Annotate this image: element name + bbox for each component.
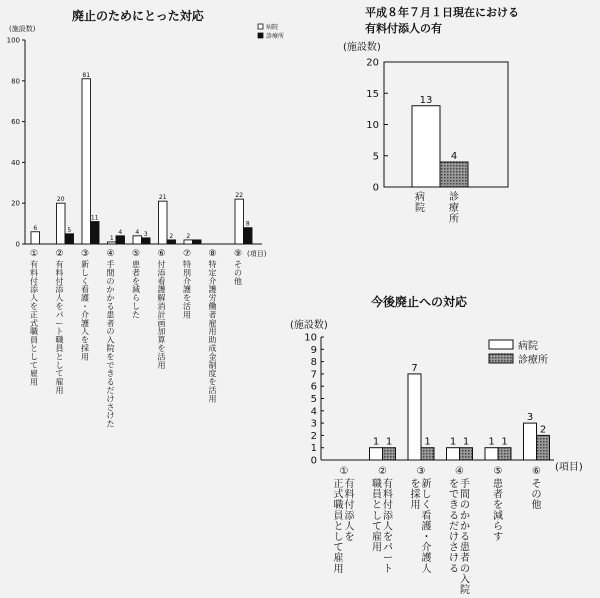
chart2-bar-clinic [440,162,468,187]
chart3-data-label: 2 [539,424,547,436]
chart3-data-label: 3 [526,412,534,424]
chart3-bar-hospital [447,448,460,460]
chart1-category-label: 有料付添人をパート職員として雇用 [55,260,64,395]
chart1-bar-clinic [91,222,100,244]
chart1-y-tick-label: 40 [11,158,20,167]
chart3-bar-hospital [408,374,421,460]
chart3-bar-hospital [370,448,383,460]
chart1-bar-hospital [108,242,117,244]
chart1-data-label: 1 [109,234,114,242]
chart3-category-label: 新しく看護・介護人 [421,479,432,575]
chart3-y-tick-label: 8 [310,357,317,369]
chart3-y-tick-label: 5 [310,394,317,405]
chart1-data-label: 8 [245,220,250,228]
chart1-bar-clinic [142,238,151,244]
chart1-xlabel: (項目) [247,250,267,258]
chart1-data-label: 21 [158,194,167,202]
chart3-bar-clinic [421,448,434,460]
chart1-data-label: 11 [90,214,99,222]
chart3-category-label: 有料付添人を [344,479,355,543]
chart1-title: 廃止のためにとった対応 [72,9,204,23]
chart1-legend-label: 診療所 [266,33,285,40]
chart1-category-label: 患者を減らした [132,260,140,320]
chart2-category-label: 診療所 [449,192,459,225]
chart1-bar-clinic [65,234,74,244]
chart1-category-number: ⑥ [157,249,166,259]
chart3-category-label: 手間のかかる患者の入院 [460,479,470,594]
chart1-category-label: 特別介護を活用 [183,260,191,320]
chart3-title: 今後廃止への対応 [371,295,468,309]
chart3-xlabel: (項目) [555,462,583,473]
chart3-data-label: 1 [372,436,380,448]
chart1-category-number: ① [29,249,39,259]
chart1-bar-hospital [57,203,66,244]
chart3-category-number: ③ [416,466,426,477]
chart1-category-label: 付添看護解消計画加算を活用 [157,260,166,370]
chart3-data-label: 1 [501,436,508,448]
chart3-category-label: を採用 [410,479,421,512]
chart3-category-number: ⑤ [493,466,503,477]
chart1-category-label: 特定介護労働者雇用助成金制度を活用 [208,260,217,404]
chart2-data-label: 4 [450,151,458,162]
chart1-category-number: ⑦ [182,249,192,259]
chart3-y-tick-label: 10 [304,332,317,344]
chart1-bar-clinic [244,228,253,244]
chart3-y-tick-label: 0 [310,455,317,467]
chart1-legend-swatch [258,24,263,29]
chart1-data-label: 3 [143,230,148,238]
chart3-category-label: 職員として雇用 [372,479,382,554]
chart1-category-number: ⑤ [131,249,141,259]
chart1-data-label: 5 [67,226,72,234]
chart3-category-label: をできるだけさける [449,479,459,575]
chart3-y-tick-label: 4 [310,406,317,418]
chart1-category-number: ⑧ [208,249,217,259]
chart1-bar-clinic [116,236,125,244]
chart3-bar-hospital [524,423,537,460]
chart1-y-tick-label: 0 [15,240,20,249]
chart1-data-label: 6 [33,224,38,232]
chart1-y-tick-label: 60 [11,118,20,127]
chart1-data-label: 22 [235,192,244,200]
chart3-category-label: 有料付添人をパート [383,479,393,575]
chart2-category-label: 病院 [415,192,425,214]
chart2-title-line2: 有料付添人の有 [365,22,442,35]
chart3-legend-label: 診療所 [518,355,548,366]
chart1-legend-swatch [258,33,263,38]
chart3-y-tick-label: 7 [310,369,317,381]
chart3-legend-swatch [489,340,513,349]
chart3-y-tick-label: 2 [310,430,317,442]
chart1-y-tick-label: 80 [11,77,20,86]
chart1-data-label: 2 [169,232,174,240]
chart3-bar-clinic [460,448,473,460]
chart1-bar-hospital [31,232,40,244]
chart1-category-number: ⑨ [233,249,243,259]
chart2-y-tick-label: 0 [372,182,379,194]
chart3-data-label: 1 [488,436,495,448]
chart3-bar-clinic [383,448,396,460]
chart1-y-tick-label: 100 [6,36,20,45]
chart1-bar-clinic [167,240,176,244]
chart3-y-tick-label: 3 [310,418,317,430]
chart3-data-label: 1 [462,436,470,448]
chart1-bar-hospital [82,79,91,244]
chart3-bar-clinic [498,448,511,460]
chart1-legend-label: 病院 [266,24,279,31]
chart3-y-tick-label: 6 [310,381,317,393]
chart2-title-line1: 平成８年７月１日現在における [365,6,519,19]
chart2-y-tick-label: 10 [366,120,379,131]
chart2-data-label: 13 [419,94,433,106]
chart3-ylabel: (施設数) [290,320,328,331]
chart1-category-number: ② [55,249,64,259]
chart2-y-tick-label: 20 [366,57,379,69]
chart1-category-label: 新しく看護・介護人を採用 [81,260,89,362]
chart1-ylabel: (施設数) [9,25,36,33]
chart3-data-label: 7 [411,362,418,374]
chart3-y-tick-label: 1 [310,443,317,455]
chart1-bar-hospital [184,240,193,244]
chart1-data-label: 2 [186,232,191,240]
chart2-bar-hospital [412,106,440,187]
chart1-data-label: 81 [82,71,91,79]
chart1-data-label: 20 [56,196,65,204]
chart1-category-number: ④ [106,249,115,259]
chart2-ylabel: (施設数) [343,42,381,53]
chart3-bar-hospital [485,448,498,460]
chart3-category-label: その他 [531,479,542,512]
chart3-legend-label: 病院 [518,341,538,352]
chart3-category-label: 患者を減らす [493,479,503,543]
chart2-y-tick-label: 5 [372,151,379,163]
chart3-category-number: ⑥ [532,466,541,477]
chart1-bar-clinic [193,240,202,244]
chart3-category-number: ② [378,466,387,477]
chart3-category-number: ④ [455,466,464,477]
chart1-category-number: ③ [80,249,90,259]
chart3-category-label: 正式職員として雇用 [333,479,344,575]
chart3-legend-swatch [489,354,513,363]
chart1-bar-hospital [159,201,168,244]
chart3-data-label: 1 [424,436,431,448]
chart3-y-tick-label: 9 [310,344,317,356]
chart3-data-label: 1 [385,436,393,448]
chart2-y-tick-label: 15 [366,88,379,100]
chart1-data-label: 4 [118,228,123,236]
chart1-bar-hospital [235,199,244,244]
chart3-data-label: 1 [449,436,457,448]
chart3-category-number: ① [339,466,349,477]
chart1-y-tick-label: 20 [11,199,20,208]
chart1-category-label: 手間のかかる患者の入院をできるだけさけた [106,260,115,429]
chart3-bar-clinic [537,435,550,460]
chart1-category-label: その他 [234,260,242,286]
chart1-data-label: 4 [135,228,140,236]
chart1-bar-hospital [133,236,142,244]
chart1-category-label: 有料付添人を正式職員として雇用 [30,260,38,387]
